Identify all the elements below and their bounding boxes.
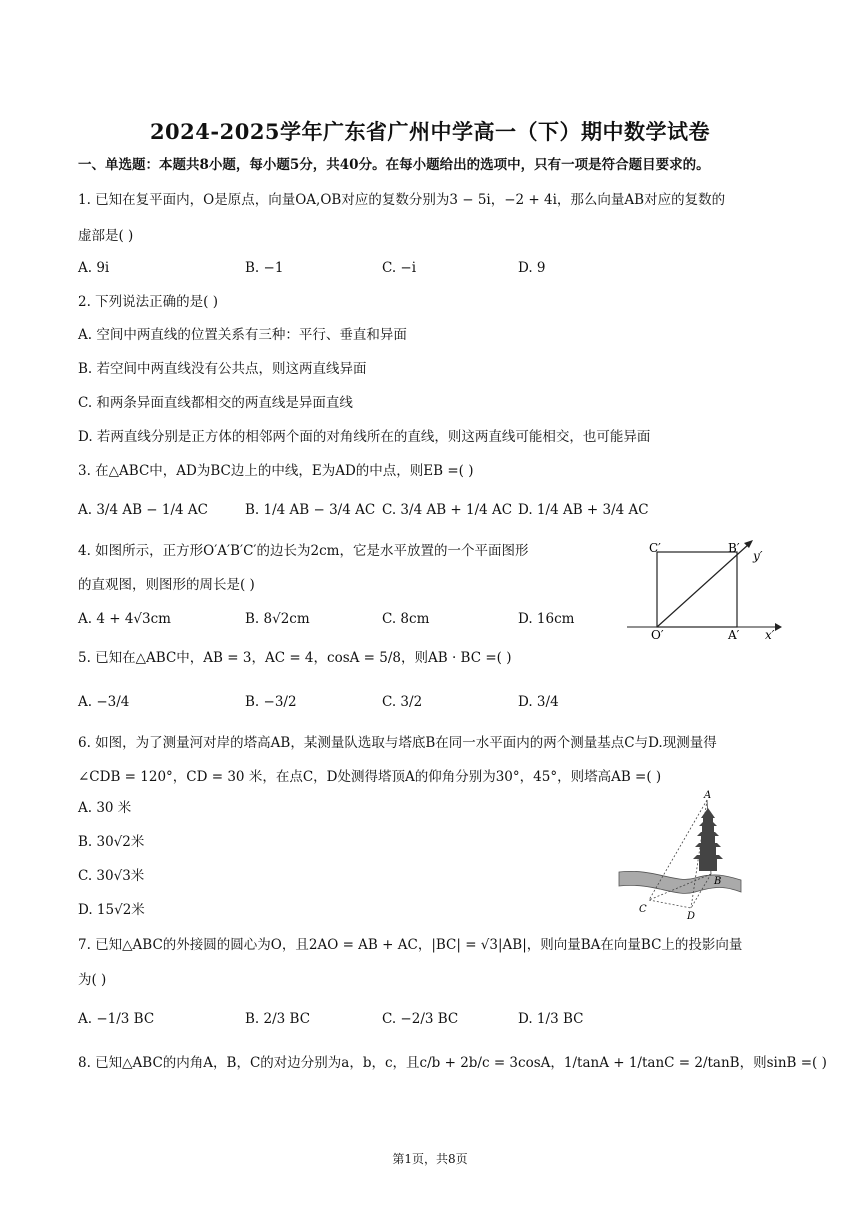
q1-stem-line2: 虚部是( ) xyxy=(78,228,134,244)
q4-option-b: B. 8√2cm xyxy=(245,611,310,627)
q6-option-a: A. 30 米 xyxy=(78,800,132,816)
q7-option-d: D. 1/3 BC xyxy=(518,1011,584,1027)
q4-label-c: C′ xyxy=(649,541,661,555)
page-title: 2024-2025学年广东省广州中学高一（下）期中数学试卷 xyxy=(149,119,711,144)
q3-option-a: A. 3/4 AB − 1/4 AC xyxy=(78,502,209,518)
q4-option-a: A. 4 + 4√3cm xyxy=(78,611,171,627)
q6-stem-line2: ∠CDB = 120°，CD = 30 米，在点C，D处测得塔顶A的仰角分别为30°，45°，则塔高AB =( ) xyxy=(78,769,662,785)
q4-stem-line2: 的直观图，则图形的周长是( ) xyxy=(78,577,255,593)
q4-label-a: A′ xyxy=(728,628,740,642)
q3-stem: 3. 在△ABC中，AD为BC边上的中线，E为AD的中点，则EB =( ) xyxy=(78,463,474,479)
q1-option-a: A. 9i xyxy=(78,260,110,276)
q3-option-c: C. 3/4 AB + 1/4 AC xyxy=(382,502,513,518)
q6-label-d: D xyxy=(687,911,696,920)
q6-label-c: C xyxy=(639,904,647,915)
q6-stem-line1: 6. 如图，为了测量河对岸的塔高AB，某测量队选取与塔底B在同一水平面内的两个测量基点C与D.现测量得 xyxy=(78,735,717,751)
section-heading: 一、单选题：本题共8小题，每小题5分，共40分。在每小题给出的选项中，只有一项是符合题目要求的。 xyxy=(78,157,710,173)
q6-label-a: A xyxy=(704,790,712,801)
q4-label-o: O′ xyxy=(651,628,664,642)
q5-option-b: B. −3/2 xyxy=(245,694,297,710)
q6-line-cd xyxy=(649,900,691,908)
q6-option-c: C. 30√3米 xyxy=(78,868,145,884)
q7-option-a: A. −1/3 BC xyxy=(78,1011,155,1027)
q6-option-d: D. 15√2米 xyxy=(78,902,145,918)
q2-option-c: C. 和两条异面直线都相交的两直线是异面直线 xyxy=(78,395,353,411)
q4-x-arrow xyxy=(775,623,782,631)
q5-stem: 5. 已知在△ABC中，AB = 3，AC = 4，cosA = 5/8，则AB · BC =( ) xyxy=(78,650,512,666)
q4-label-y: y′ xyxy=(753,549,763,563)
q3-option-b: B. 1/4 AB − 3/4 AC xyxy=(245,502,376,518)
q4-label-x: x′ xyxy=(765,628,775,642)
q4-option-d: D. 16cm xyxy=(518,611,575,627)
q7-stem-line2: 为( ) xyxy=(78,972,107,988)
q5-option-c: C. 3/2 xyxy=(382,694,423,710)
q4-label-b: B′ xyxy=(728,541,740,555)
page-footer: 第1页，共8页 xyxy=(392,1152,468,1166)
q4-figure xyxy=(625,538,785,644)
q8-stem: 8. 已知△ABC的内角A，B，C的对边分别为a，b，c，且c/b + 2b/c = 3cosA，1/tanA + 1/tanC = 2/tanB，则sinB =( ) xyxy=(78,1055,827,1071)
q6-option-b: B. 30√2米 xyxy=(78,834,145,850)
q7-option-b: B. 2/3 BC xyxy=(245,1011,311,1027)
q2-option-b: B. 若空间中两直线没有公共点，则这两直线异面 xyxy=(78,361,367,377)
q6-figure xyxy=(615,788,745,920)
q7-stem-line1: 7. 已知△ABC的外接圆的圆心为O，且2AO = AB + AC，|BC| = √3|AB|，则向量BA在向量BC上的投影向量 xyxy=(78,937,743,953)
q2-option-d: D. 若两直线分别是正方体的相邻两个面的对角线所在的直线，则这两直线可能相交，也可能异面 xyxy=(78,429,651,445)
q7-option-c: C. −2/3 BC xyxy=(382,1011,459,1027)
q2-stem: 2. 下列说法正确的是( ) xyxy=(78,294,218,310)
q4-stem-line1: 4. 如图所示，正方形O′A′B′C′的边长为2cm，它是水平放置的一个平面图形 xyxy=(78,543,529,559)
pagoda-icon xyxy=(693,808,723,871)
q3-option-d: D. 1/4 AB + 3/4 AC xyxy=(518,502,649,518)
q1-option-c: C. −i xyxy=(382,260,417,276)
q4-option-c: C. 8cm xyxy=(382,611,430,627)
q1-option-d: D. 9 xyxy=(518,260,546,276)
q1-stem-line1: 1. 已知在复平面内，O是原点，向量OA,OB对应的复数分别为3 − 5i，−2 + 4i，那么向量AB对应的复数的 xyxy=(78,192,726,208)
q6-river xyxy=(619,871,741,893)
q4-diagonal xyxy=(657,544,749,627)
q5-option-a: A. −3/4 xyxy=(78,694,130,710)
q6-label-b: B xyxy=(714,876,722,887)
q1-option-b: B. −1 xyxy=(245,260,284,276)
q5-option-d: D. 3/4 xyxy=(518,694,559,710)
q2-option-a: A. 空间中两直线的位置关系有三种：平行、垂直和异面 xyxy=(78,327,407,343)
